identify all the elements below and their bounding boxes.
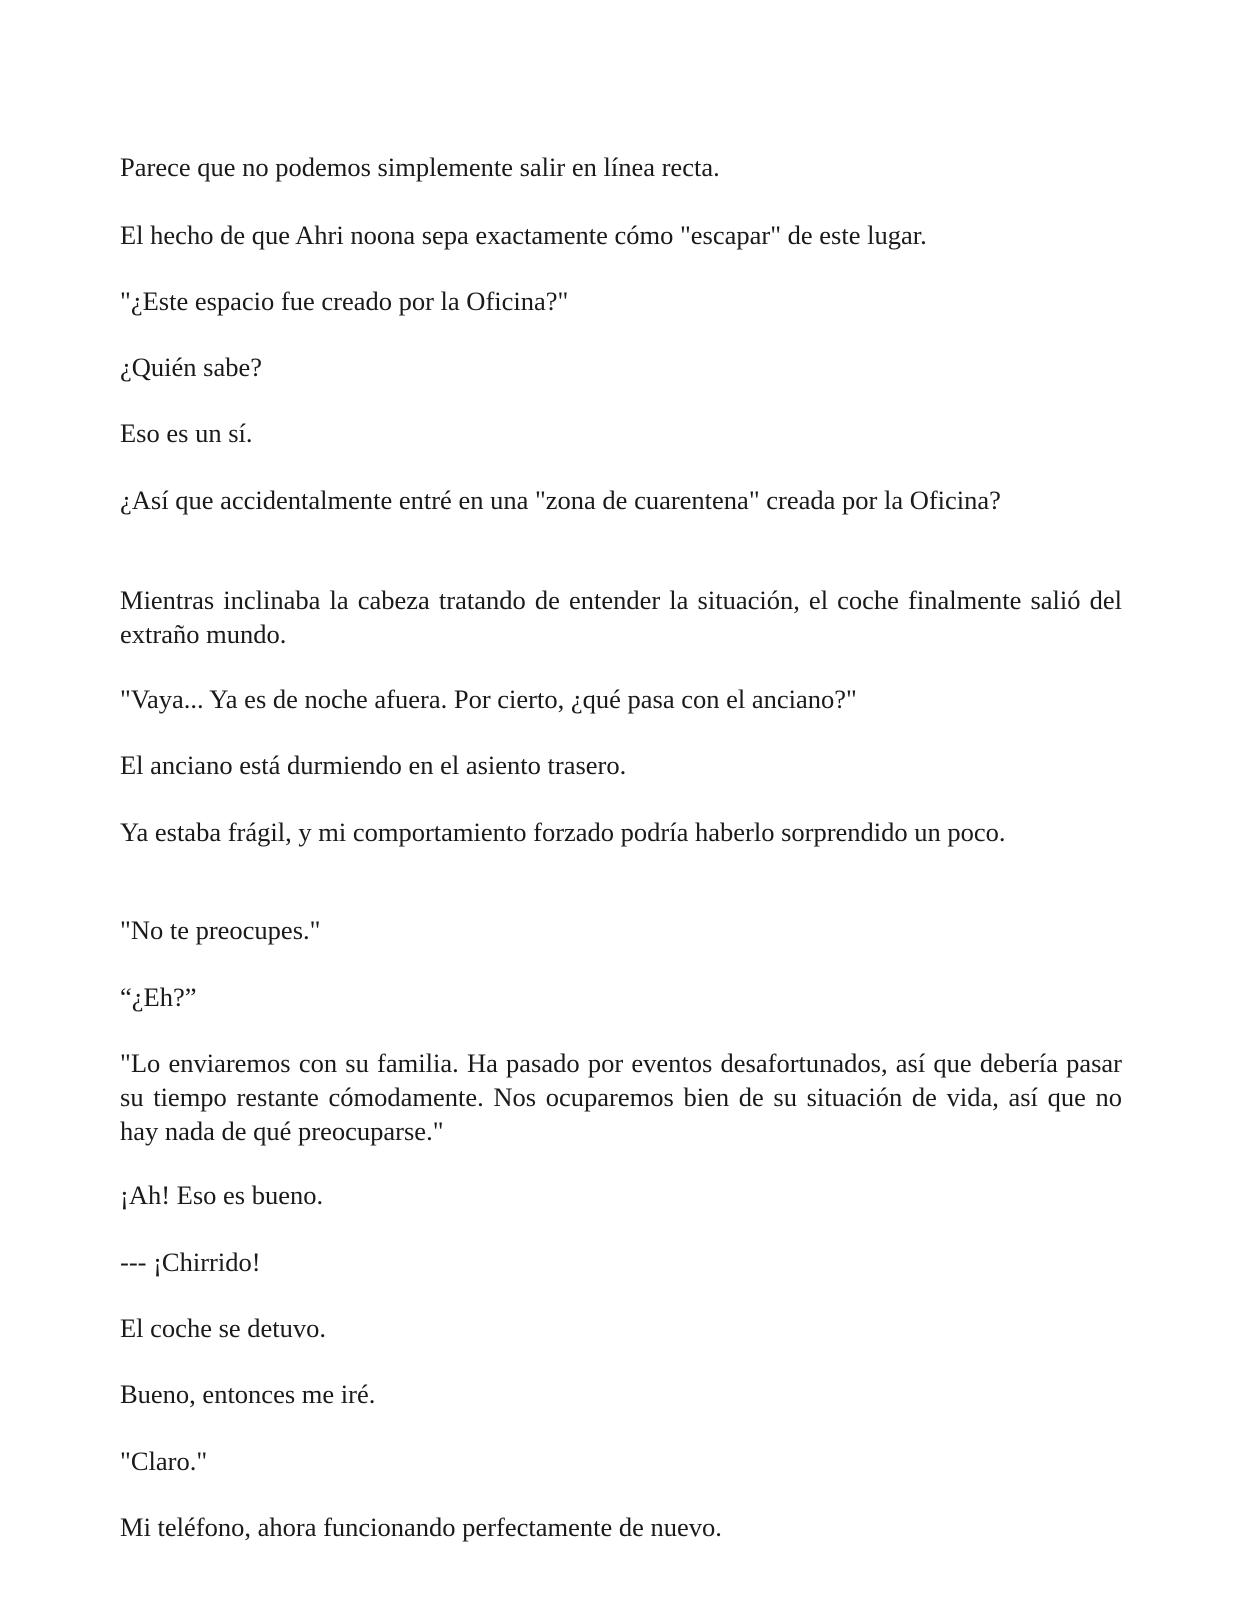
paragraph: Mientras inclinaba la cabeza tratando de entender la situación, el coche finalmente salió del extraño mundo. [120,585,1122,649]
paragraph: "No te preocupes." [120,915,321,945]
paragraph: --- ¡Chirrido! [120,1247,261,1277]
paragraph: "Claro." [120,1446,208,1476]
paragraph: El anciano está durmiendo en el asiento trasero. [120,750,627,780]
paragraph: El coche se detuvo. [120,1313,327,1343]
paragraph: ¿Así que accidentalmente entré en una "zona de cuarentena" creada por la Oficina? [120,485,1001,515]
paragraph: Bueno, entonces me iré. [120,1379,376,1409]
paragraph: "Vaya... Ya es de noche afuera. Por cierto, ¿qué pasa con el anciano?" [120,684,857,714]
paragraph: Ya estaba frágil, y mi comportamiento forzado podría haberlo sorprendido un poco. [120,817,1006,847]
paragraph: ¡Ah! Eso es bueno. [120,1180,324,1210]
paragraph: ¿Quién sabe? [120,352,262,382]
paragraph: "Lo enviaremos con su familia. Ha pasado por eventos desafortunados, así que debería pasar su tiempo restante cómodamente. Nos ocuparemos bien de su situación de vida, así que no hay nada de qué preocuparse." [120,1048,1122,1146]
paragraph: El hecho de que Ahri noona sepa exactamente cómo "escapar" de este lugar. [120,220,927,250]
paragraph: “¿Eh?” [120,982,197,1012]
paragraph: "¿Este espacio fue creado por la Oficina?" [120,286,569,316]
paragraph: Mi teléfono, ahora funcionando perfectamente de nuevo. [120,1512,722,1542]
paragraph: Eso es un sí. [120,418,253,448]
paragraph: Parece que no podemos simplemente salir en línea recta. [120,152,720,182]
